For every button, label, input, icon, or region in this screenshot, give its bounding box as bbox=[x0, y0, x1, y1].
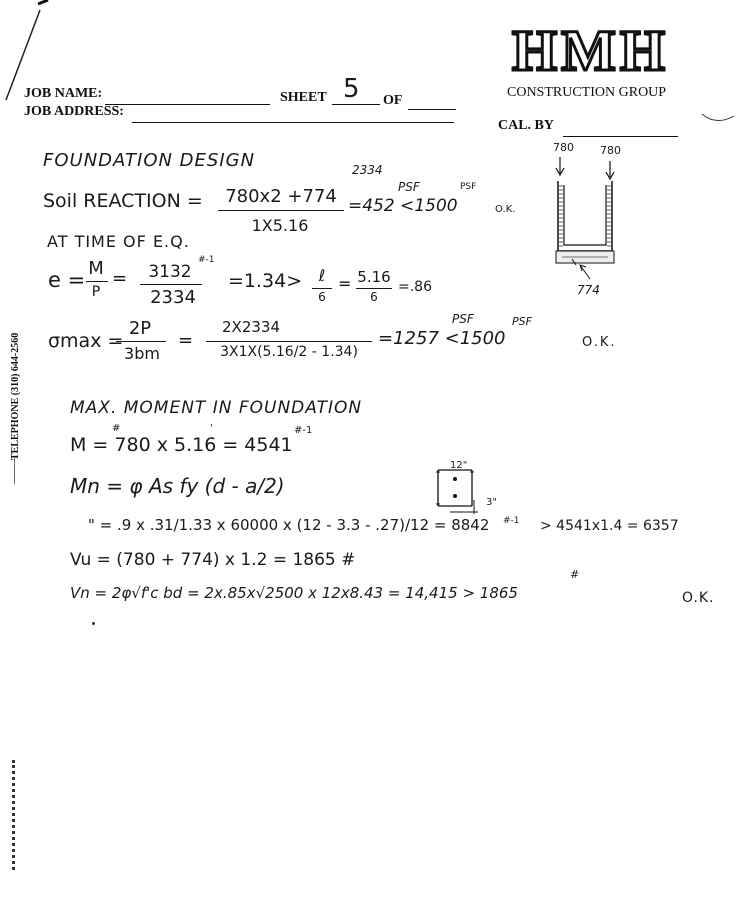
sketch-load2: 780 bbox=[600, 144, 621, 157]
time-eq-label: AT TIME OF E.Q. bbox=[47, 232, 190, 251]
sigma-num1: 2P bbox=[128, 318, 152, 339]
soil-result: =452 <1500 bbox=[348, 196, 458, 216]
ecc-bar4 bbox=[356, 288, 392, 289]
cal-by-label: CAL. BY bbox=[498, 118, 555, 133]
sigma-bar2 bbox=[206, 341, 372, 342]
sigma-den1: 3bm bbox=[124, 344, 160, 363]
soil-numerator: 780x2 +774 bbox=[225, 186, 337, 207]
soil-denominator: 1X5.16 bbox=[251, 216, 309, 235]
company-logo: HMH bbox=[512, 18, 669, 83]
sigma-ok: O.K. bbox=[582, 335, 617, 350]
ecc-num: 3132 bbox=[148, 262, 192, 282]
of-line bbox=[408, 109, 456, 110]
moment-foot: ' bbox=[210, 423, 213, 434]
of-label: OF bbox=[383, 93, 403, 108]
stray-dot bbox=[92, 622, 95, 625]
ecc-six2: 6 bbox=[370, 290, 378, 304]
section-cover-label: 3" bbox=[486, 497, 497, 508]
moment-line: M = 780 x 5.16 = 4541 bbox=[70, 434, 293, 456]
calc-unit: #-1 bbox=[503, 516, 520, 526]
sheet-label: SHEET bbox=[280, 90, 327, 105]
ecc-six1: 6 bbox=[318, 290, 326, 304]
soil-reaction-label: Soil REACTION = bbox=[43, 190, 203, 212]
moment-unit: #-1 bbox=[294, 425, 313, 436]
ecc-bar2 bbox=[140, 284, 202, 285]
ecc-label: e = bbox=[48, 268, 86, 292]
ecc-den: 2334 bbox=[150, 287, 196, 308]
ecc-bar1 bbox=[86, 281, 108, 282]
section-sketch bbox=[428, 466, 498, 526]
job-name-label: JOB NAME: bbox=[24, 86, 103, 101]
footing-sketch bbox=[548, 155, 628, 290]
margin-mark bbox=[14, 458, 15, 484]
ecc-result: =1.34> bbox=[228, 270, 303, 292]
soil-psf1: PSF bbox=[398, 180, 420, 194]
sketch-load1: 780 bbox=[553, 141, 574, 154]
moment-hash: # bbox=[112, 423, 121, 434]
sigma-label: σmax = bbox=[48, 330, 124, 352]
ecc-result2: =.86 bbox=[398, 279, 432, 295]
sigma-den2: 3X1X(5.16/2 - 1.34) bbox=[220, 344, 358, 360]
calc-line: " = .9 x .31/1.33 x 60000 x (12 - 3.3 - .27)/12 = 8842 bbox=[88, 516, 490, 534]
sigma-psf2: PSF bbox=[512, 315, 532, 328]
job-address-line bbox=[132, 122, 454, 123]
calc-title: FOUNDATION DESIGN bbox=[43, 150, 256, 171]
section-width-label: 12" bbox=[450, 460, 468, 471]
ecc-unit: #-1 bbox=[198, 255, 215, 265]
corner-swoosh bbox=[700, 110, 740, 130]
vu-line: Vu = (780 + 774) x 1.2 = 1865 # bbox=[70, 550, 356, 570]
cal-by-line bbox=[563, 136, 678, 137]
sheet-line bbox=[332, 104, 380, 105]
sheet-number: 5 bbox=[343, 74, 360, 104]
mn-line: Mn = φ As fy (d - a/2) bbox=[70, 474, 285, 498]
vn-ok: O.K. bbox=[682, 590, 715, 606]
soil-annot: 2334 bbox=[352, 163, 383, 177]
soil-fraction-bar bbox=[218, 210, 344, 211]
company-name: CONSTRUCTION GROUP bbox=[507, 85, 667, 100]
sigma-result: =1257 <1500 bbox=[378, 328, 506, 349]
sigma-psf1: PSF bbox=[452, 312, 474, 326]
soil-psf2: PSF bbox=[460, 182, 477, 192]
calc-compare: > 4541x1.4 = 6357 bbox=[540, 518, 679, 534]
sigma-num2: 2X2334 bbox=[222, 318, 280, 336]
ecc-P: P bbox=[91, 284, 101, 300]
sigma-bar1 bbox=[116, 341, 166, 342]
max-moment-title: MAX. MOMENT IN FOUNDATION bbox=[70, 398, 363, 418]
ecc-M: M bbox=[88, 258, 104, 279]
ecc-bar3 bbox=[312, 288, 332, 289]
job-address-label: JOB ADDRESS: bbox=[24, 104, 124, 119]
vn-hash: # bbox=[570, 568, 580, 581]
job-name-line bbox=[105, 104, 270, 105]
vn-line: Vn = 2φ√f'c bd = 2x.85x√2500 x 12x8.43 = 14,415 > 1865 bbox=[70, 584, 518, 602]
soil-ok: O.K. bbox=[495, 204, 516, 215]
ecc-num2: 5.16 bbox=[357, 268, 391, 286]
telephone-number: TELEPHONE (310) 644-2560 bbox=[10, 332, 21, 460]
sketch-reaction: 774 bbox=[577, 283, 600, 297]
ecc-l: ℓ bbox=[318, 266, 326, 285]
margin-dots bbox=[12, 760, 15, 870]
